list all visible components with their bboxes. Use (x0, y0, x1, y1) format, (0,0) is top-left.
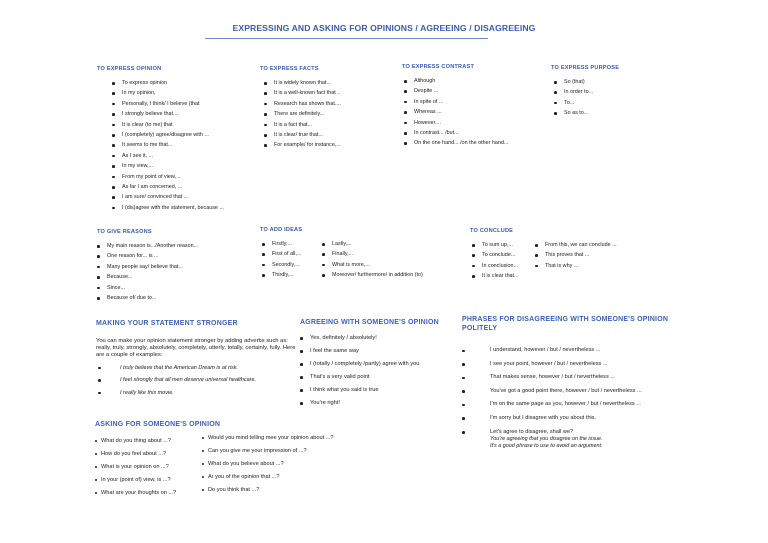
list-item: Do you think that ...? (202, 484, 334, 497)
list-item: Ar you of the opinion that ...? (202, 471, 334, 484)
list-item: In my view,... (112, 161, 224, 171)
list-item: Many people say/ believe that... (97, 262, 198, 272)
stronger-intro: You can make your opinion statement stronger by adding adverbs such as: really, truly, strongly, absolutely, completely, utterly, totally, certainly, fully. Here are a couple of examples: (96, 338, 296, 359)
list-item: As far I am concerned, ... (112, 182, 224, 192)
list-item: That makes sense, however / but / nevertheless ... (462, 371, 677, 385)
list-item: Firstly,... (262, 239, 322, 249)
section-heading: PHRASES FOR DISAGREEING WITH SOMEONE'S OPINION POLITELY (462, 316, 669, 332)
section-disagreeing (462, 315, 677, 450)
list-item: I think what you said is true (300, 384, 439, 397)
list-item: That is why ... (535, 261, 617, 271)
list-item: Lastly,... (322, 239, 423, 249)
list-item: What is more,... (322, 260, 423, 270)
list-item: Thirdly,... (262, 270, 322, 280)
list-item: I feel strongly that all men deserve universal healthcare. (98, 374, 296, 387)
list-item: It seems to me that... (112, 140, 224, 150)
list-item: I'm sorry but I disagree with you about this. (462, 412, 677, 426)
section-heading: TO EXPRESS FACTS (260, 66, 319, 72)
list-asking-1 (95, 435, 202, 500)
disagree-note-1: You're agreeing that you disagree on the issue. (490, 436, 603, 443)
list-item: To sum up,... (472, 240, 535, 250)
section-stronger (96, 319, 296, 399)
list-item: Whereas ... (404, 107, 508, 117)
list-item: Personally, I think/ I believe (that (112, 99, 224, 109)
list-item: I truly believe that the American Dream is at risk. (98, 362, 296, 375)
list-item: In your (point of) view, is ...? (95, 474, 202, 487)
list-item: I strongly believe that.... (112, 109, 224, 119)
list-item: This proves that ... (535, 250, 617, 260)
list-item: What are your thoughts on ...? (95, 487, 202, 500)
list-item: From this, we can conclude ... (535, 240, 617, 250)
section-asking (95, 420, 334, 500)
list-item: It is a fact that... (264, 120, 341, 130)
list-item: Moreover/ furthermore/ in addition (to) (322, 270, 423, 280)
section-heading: TO GIVE REASONS (97, 229, 152, 235)
list-item: It is clear that... (472, 271, 535, 281)
list-item: To express opinion (112, 78, 224, 88)
disagree-note-2: It's a good phrase to use to avoid an argument. (490, 443, 603, 450)
list-item: How do you feel about ...? (95, 448, 202, 461)
section-express-purpose (551, 65, 619, 119)
list-item: One reason for... is ... (97, 251, 198, 261)
list-conclude-2 (535, 240, 617, 282)
list-item: Secondly,... (262, 260, 322, 270)
page-title: EXPRESSING AND ASKING FOR OPINIONS / AGREEING / DISAGREEING (232, 23, 536, 33)
list-item: So as to... (554, 108, 619, 118)
list-item: Let's agree to disagree, shall we? (462, 426, 677, 440)
list-item: Finally,... (322, 249, 423, 259)
list-item: I (completely) agree/disagree with ... (112, 130, 224, 140)
section-heading: TO CONCLUDE (470, 228, 514, 234)
list-item: In spite of ... (404, 97, 508, 107)
list-item: What do you thing about ...? (95, 435, 202, 448)
section-heading: TO EXPRESS CONTRAST (402, 64, 475, 70)
list-item: In contrast... /but... (404, 128, 508, 138)
list-add-ideas-1 (262, 239, 322, 281)
list-item: First of all,... (262, 249, 322, 259)
section-express-facts (260, 66, 341, 151)
list-item: It is a well-known fact that .. (264, 88, 341, 98)
list-item: From my point of view, .. (112, 172, 224, 182)
list-item: To conclude... (472, 250, 535, 260)
list-item: For example/ for instance,... (264, 140, 341, 150)
section-give-reasons (97, 229, 198, 303)
list-item: I feel the same way (300, 345, 439, 358)
list-item: Because... (97, 272, 198, 282)
list-item: I understand, however / but / nevertheless ... (462, 344, 677, 358)
section-add-ideas (260, 227, 423, 281)
section-conclude (470, 228, 617, 282)
list-item: There are definitely... (264, 109, 341, 119)
list-item: What do you believe about ...? (202, 458, 334, 471)
list-item: Although (404, 76, 508, 86)
list-item: To... (554, 98, 619, 108)
list-item: I am sure/ convinced that ... (112, 192, 224, 202)
list-conclude-1 (472, 240, 535, 282)
section-heading: AGREEING WITH SOMEONE'S OPINION (300, 319, 439, 326)
section-express-contrast (402, 64, 508, 149)
section-heading: ASKING FOR SOMEONE'S OPINION (95, 421, 221, 428)
list-agreeing (300, 332, 439, 410)
section-heading: TO EXPRESS OPINION (97, 66, 162, 72)
list-give-reasons (97, 241, 198, 303)
list-disagreeing (462, 344, 677, 439)
list-item: What is your opinion on ...? (95, 461, 202, 474)
section-agreeing (300, 318, 439, 410)
list-stronger-examples (98, 362, 296, 400)
list-item: On the one hand... /on the other hand... (404, 138, 508, 148)
title-underline (205, 38, 488, 39)
list-item: Would you mind telling mee your opinion about ...? (202, 432, 334, 445)
list-item: Can you give me your impression of ...? (202, 445, 334, 458)
list-item: I (dis)agree with the statement, because ... (112, 203, 224, 213)
list-item: Despite ... (404, 86, 508, 96)
list-item: Because of/ due to... (97, 293, 198, 303)
list-item: It is widely known that... (264, 78, 341, 88)
list-add-ideas-2 (322, 239, 423, 281)
list-item: In order to... (554, 87, 619, 97)
list-item: In conclusion... (472, 261, 535, 271)
list-item: Since... (97, 283, 198, 293)
list-asking-2 (202, 432, 334, 500)
section-express-opinion (97, 66, 224, 213)
list-item: I really like this movie. (98, 387, 296, 400)
list-express-facts (264, 78, 341, 151)
list-item: It is clear (to me) that (112, 120, 224, 130)
list-item: That's a very valid point (300, 371, 439, 384)
list-item: Yes, definitely / absolutely! (300, 332, 439, 345)
list-item: My main reason is.../Another reason... (97, 241, 198, 251)
list-item: As I see it, ... (112, 151, 224, 161)
list-express-opinion (112, 78, 224, 213)
list-item: You've got a good point there, however / but / nevertheless ... (462, 385, 677, 399)
list-item: I see your point, however / but / nevertheless ... (462, 358, 677, 372)
section-heading: TO EXPRESS PURPOSE (551, 65, 620, 71)
section-heading: TO ADD IDEAS (260, 227, 303, 233)
list-item: In my opinion, (112, 88, 224, 98)
list-item: I'm on the same page as you, however / but / nevertheless ... (462, 398, 677, 412)
list-item: It is clear/ true that... (264, 130, 341, 140)
list-item: Research has shown that.... (264, 99, 341, 109)
section-heading: MAKING YOUR STATEMENT STRONGER (96, 320, 238, 327)
list-express-contrast (404, 76, 508, 149)
list-item: I (totally / completely /partly) agree with you (300, 358, 439, 371)
list-item: You're right! (300, 397, 439, 410)
list-item: So (that) (554, 77, 619, 87)
list-item: However.... (404, 118, 508, 128)
list-express-purpose (554, 77, 619, 119)
